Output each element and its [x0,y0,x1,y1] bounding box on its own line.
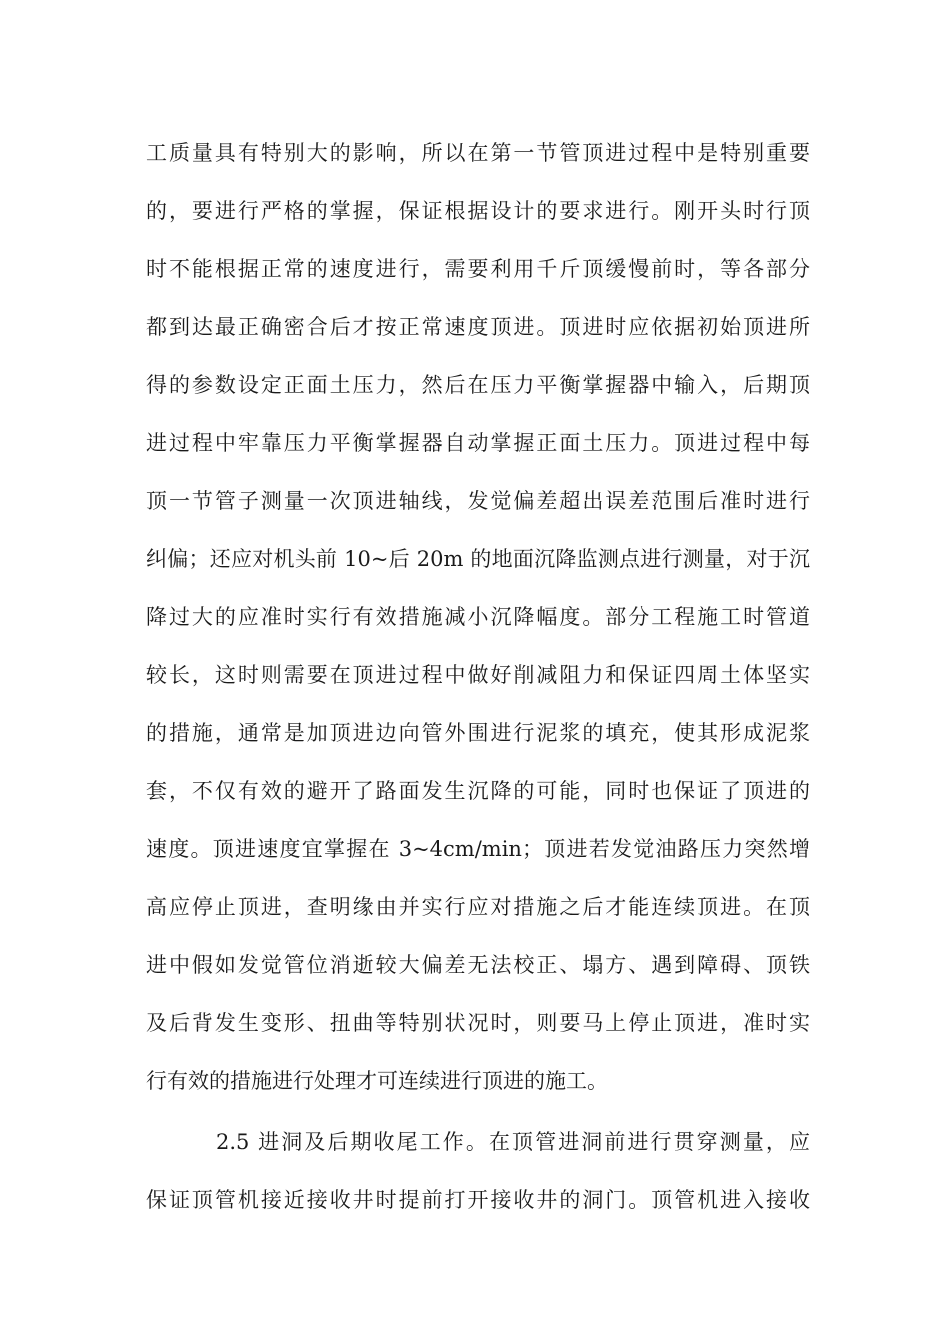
paragraph-line: 行有效的措施进行处理才可连续进行顶进的施工。 [146,1069,608,1093]
paragraph-line: 及后背发生变形、扭曲等特别状况时，则要马上停止顶进，准时实 [146,1011,810,1035]
paragraph-line: 工质量具有特别大的影响，所以在第一节管顶进过程中是特别重要 [146,141,810,165]
paragraph-line: 2.5 进洞及后期收尾工作。在顶管进洞前进行贯穿测量，应 [216,1130,810,1154]
paragraph-line: 进中假如发觉管位消逝较大偏差无法校正、塌方、遇到障碍、顶铁 [146,953,810,977]
paragraph-line: 的，要进行严格的掌握，保证根据设计的要求进行。刚开头时行顶 [146,199,810,223]
paragraph-line: 高应停止顶进，查明缘由并实行应对措施之后才能连续顶进。在顶 [146,895,810,919]
paragraph-line: 都到达最正确密合后才按正常速度顶进。顶进时应依据初始顶进所 [146,315,810,339]
paragraph-line: 时不能根据正常的速度进行，需要利用千斤顶缓慢前时，等各部分 [146,257,810,281]
paragraph-line: 保证顶管机接近接收井时提前打开接收井的洞门。顶管机进入接收 [146,1188,810,1212]
paragraph-line: 速度。顶进速度宜掌握在 3~4cm/min；顶进若发觉油路压力突然增 [146,837,810,861]
paragraph-line: 得的参数设定正面土压力，然后在压力平衡掌握器中输入，后期顶 [146,373,810,397]
paragraph-line: 的措施，通常是加顶进边向管外围进行泥浆的填充，使其形成泥浆 [146,721,810,745]
paragraph-line: 进过程中牢靠压力平衡掌握器自动掌握正面土压力。顶进过程中每 [146,431,810,455]
paragraph-line: 较长，这时则需要在顶进过程中做好削减阻力和保证四周土体坚实 [146,663,810,687]
paragraph-line: 套，不仅有效的避开了路面发生沉降的可能，同时也保证了顶进的 [146,779,810,803]
paragraph-line: 纠偏；还应对机头前 10~后 20m 的地面沉降监测点进行测量，对于沉 [146,547,810,571]
paragraph-line: 顶一节管子测量一次顶进轴线，发觉偏差超出误差范围后准时进行 [146,489,810,513]
paragraph-line: 降过大的应准时实行有效措施减小沉降幅度。部分工程施工时管道 [146,605,810,629]
